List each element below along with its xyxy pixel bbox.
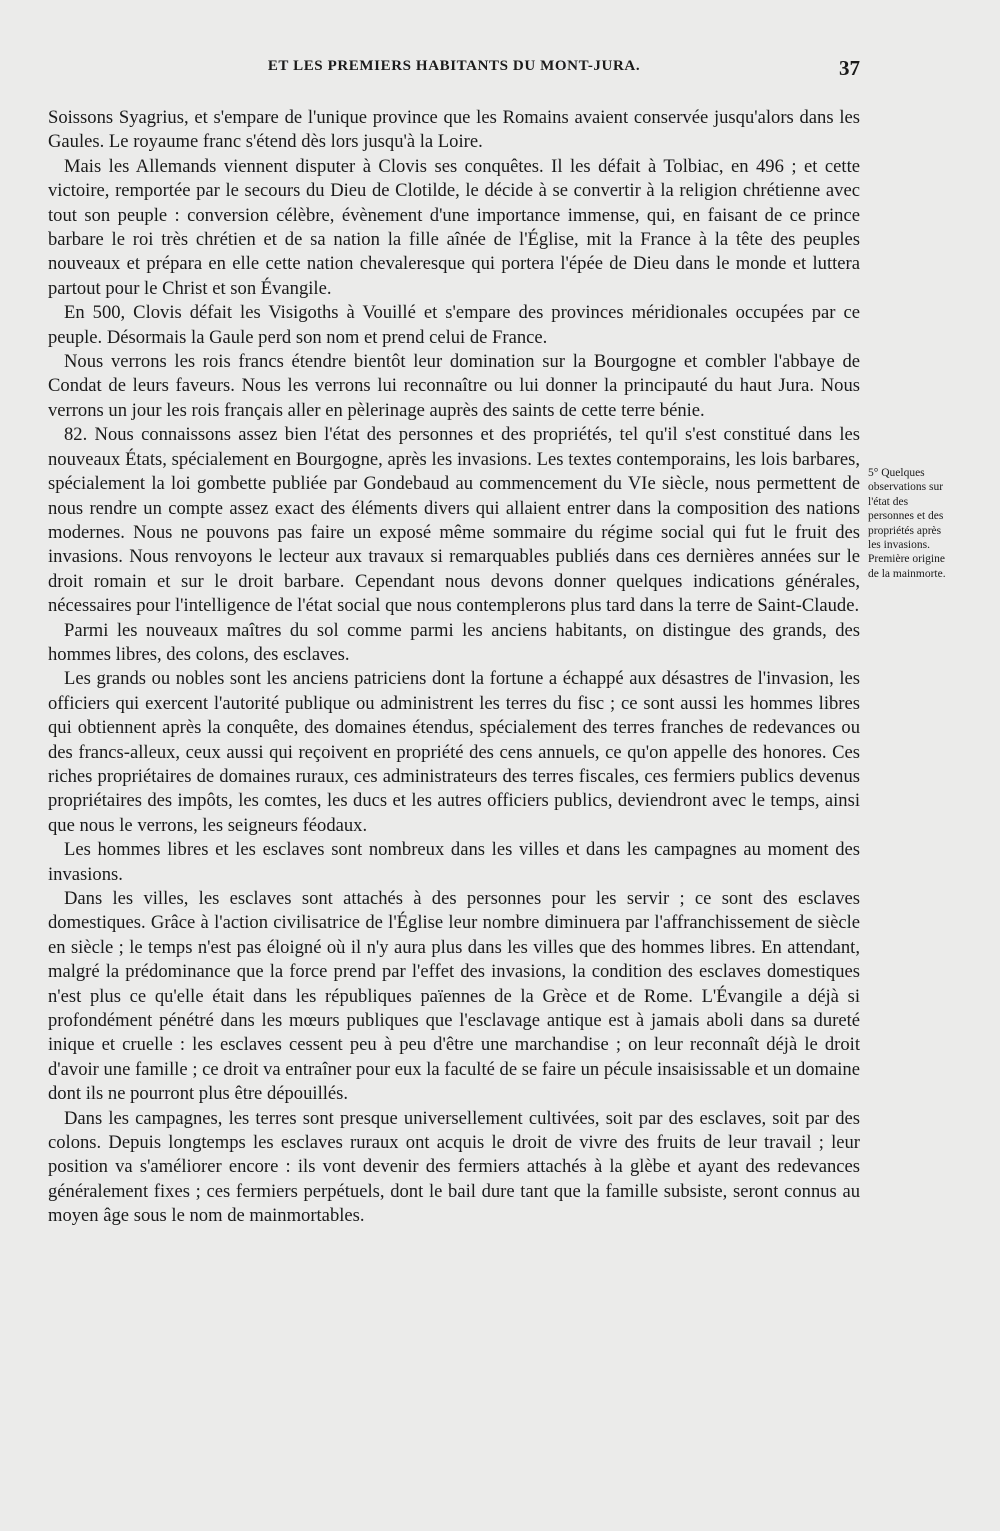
- paragraph: En 500, Clovis défait les Visigoths à Vouillé et s'empare des provinces méridionales occupées par ce peuple. Désormais la Gaule perd son nom et prend celui de France.: [48, 302, 860, 348]
- paragraph: Dans les villes, les esclaves sont attachés à des personnes pour les servir ; ce sont des esclaves domestiques. Grâce à l'action civilisatrice de l'Église leur nombre diminuera par l'affranchissement de siècle en siècle ; le temps n'est pas éloigné où il n'y aura plus dans les villes que des hommes libres. En attendant, malgré la prédominance que la force prend par l'effet des invasions, la condition des esclaves domestiques n'est plus ce qu'elle était dans les républiques païennes de la Grèce et de Rome. L'Évangile a déjà si profondément pénétré dans les mœurs publiques que l'esclavage antique est à jamais aboli dans sa dureté inique et cruelle : les esclaves cessent peu à peu d'être une marchandise ; on leur reconnaît déjà le droit d'avoir une famille ; ce droit va entraîner pour eux la faculté de se faire un pécule insaisissable et un domaine dont ils ne pourront plus être dépouillés.: [48, 888, 860, 1105]
- paragraph: Les hommes libres et les esclaves sont nombreux dans les villes et dans les campagnes au moment des invasions.: [48, 839, 860, 885]
- paragraph: Dans les campagnes, les terres sont presque universellement cultivées, soit par des esclaves, soit par des colons. Depuis longtemps les esclaves ruraux ont acquis le droit de vivre des fruits de leur travail ; leur position va s'améliorer encore : ils vont devenir des fermiers attachés à la glèbe et ayant des redevances généralement fixes ; ces fermiers perpétuels, dont le bail dure tant que la famille subsiste, seront connus au moyen âge sous le nom de mainmortables.: [48, 1107, 860, 1227]
- paragraph: Parmi les nouveaux maîtres du sol comme parmi les anciens habitants, on distingue des grands, des hommes libres, des colons, des esclaves.: [48, 619, 860, 665]
- page-number: 37: [839, 56, 860, 80]
- paragraph: Mais les Allemands viennent disputer à Clovis ses conquêtes. Il les défait à Tolbiac, en 496 ; et cette victoire, remportée par le secours du Dieu de Clotilde, le décide à se convertir à la religion chrétienne avec tout son peuple : conversion célèbre, évènement d'une importance immense, qui, en faisant de ce prince barbare le roi très chrétien et de sa nation la fille aînée de l'Église, mit la France à la tête des peuples nouveaux et prépara en elle cette nation chevaleresque qui portera l'épée de Dieu dans le monde et luttera partout pour le Christ et son Évangile.: [48, 155, 860, 299]
- paragraph: Les grands ou nobles sont les anciens patriciens dont la fortune a échappé aux désastres de l'invasion, les officiers qui exercent l'autorité publique ou administrent les terres du fisc ; ce sont aussi les hommes libres qui obtiennent après la conquête, des domaines étendus, spécialement des terres franches de redevances ou des francs-alleux, ceux aussi qui reçoivent en propriété des cens annuels, ce qu'on appelle des honores. Ces riches propriétaires de domaines ruraux, ces administrateurs des terres fiscales, ces fermiers publics devenus propriétaires des impôts, les comtes, les ducs et les autres officiers publics, deviendront avec le temps, ainsi que nous le verrons, les seigneurs féodaux.: [48, 668, 860, 836]
- paragraph: Nous verrons les rois francs étendre bientôt leur domination sur la Bourgogne et combler l'abbaye de Condat de leurs faveurs. Nous les verrons lui reconnaître ou lui donner la principauté du haut Jura. Nous verrons un jour les rois français aller en pèlerinage auprès des saints de cette terre bénie.: [48, 351, 860, 421]
- running-header: ET LES PREMIERS HABITANTS DU MONT-JURA.: [267, 58, 641, 74]
- main-text: [48, 106, 860, 1229]
- paragraph: 82. Nous connaissons assez bien l'état des personnes et des propriétés, tel qu'il s'est constitué dans les nouveaux États, spécialement en Bourgogne, après les invasions. Les textes contemporains, les lois barbares, spécialement la loi gombette publiée par Gondebaud au commencement du VIe siècle, nous permettent de nous rendre un compte assez exact des éléments divers qui allaient entrer dans la composition des nations modernes. Nous ne pouvons pas faire un exposé même sommaire du régime social qui fut le fruit des invasions. Nous renvoyons le lecteur aux travaux si remarquables publiés dans ces dernières années sur le droit romain et sur le droit barbare. Cependant nous devons donner quelques indications générales, nécessaires pour l'intelligence de l'état social que nous contemplerons plus tard dans la terre de Saint-Claude.: [48, 424, 860, 617]
- margin-note: 5° Quelques observations sur l'état des personnes et des propriétés après les invasions. Première origine de la mainmorte.: [868, 467, 946, 580]
- paragraph: Soissons Syagrius, et s'empare de l'unique province que les Romains avaient conservée jusqu'alors dans les Gaules. Le royaume franc s'étend dès lors jusqu'à la Loire.: [48, 107, 860, 153]
